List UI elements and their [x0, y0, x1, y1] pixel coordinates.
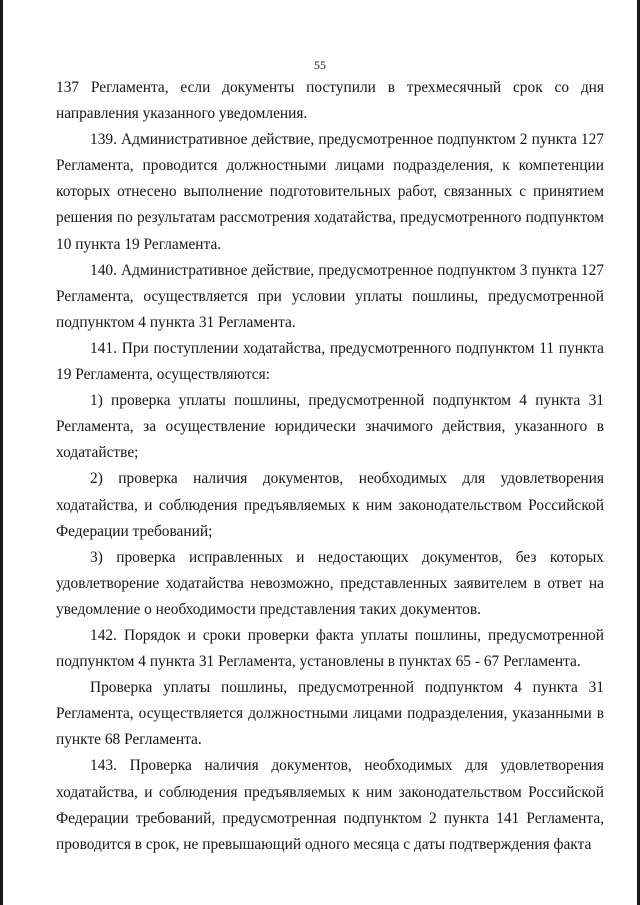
- page-number: 55: [314, 58, 326, 72]
- paragraph-142-continuation: Проверка уплаты пошлины, предусмотренной подпунктом 4 пункта 31 Регламента, осуществляется должностными лицами подразделения, указанными в пункте 68 Регламента.: [56, 679, 604, 749]
- paragraph-continuation-137: 137 Регламента, если документы поступили в трехмесячный срок со дня направления указанного уведомления.: [56, 79, 604, 123]
- paragraph-141: 141. При поступлении ходатайства, предусмотренного подпунктом 11 пункта 19 Регламента, осуществляются:: [56, 339, 604, 384]
- paragraph-139: 139. Административное действие, предусмотренное подпунктом 2 пункта 127 Регламента, проводится должностными лицами подразделения, к компетенции которых отнесено выполнение подготовительных работ, связанных с принятием решения по результатам рассмотрения ходатайства, предусмотренного подпунктом 10 пункта 19 Регламента.: [56, 131, 604, 253]
- scan-edge-left: [0, 0, 3, 905]
- paragraph-142: 142. Порядок и сроки проверки факта уплаты пошлины, предусмотренной подпунктом 4 пункта 31 Регламента, установлены в пунктах 65 - 67 Регламента.: [56, 626, 604, 671]
- list-item-141-3: 3) проверка исправленных и недостающих документов, без которых удовлетворение ходатайства невозможно, представленных заявителем в ответ на уведомление о необходимости представления таких документов.: [56, 548, 604, 618]
- paragraph-140: 140. Административное действие, предусмотренное подпунктом 3 пункта 127 Регламента, осуществляется при условии уплаты пошлины, предусмотренной подпунктом 4 пункта 31 Регламента.: [56, 261, 604, 331]
- list-item-141-2: 2) проверка наличия документов, необходимых для удовлетворения ходатайства, и соблюдения предъявляемых к ним законодательством Российской Федерации требований;: [56, 470, 604, 540]
- list-item-141-1: 1) проверка уплаты пошлины, предусмотренной подпунктом 4 пункта 31 Регламента, за осуществление юридически значимого действия, указанного в ходатайстве;: [56, 392, 604, 462]
- document-body: [56, 75, 604, 858]
- paragraph-143: 143. Проверка наличия документов, необходимых для удовлетворения ходатайства, и соблюдения предъявляемых к ним законодательством Российской Федерации требований, предусмотренная подпунктом 2 пункта 141 Регламента, проводится в срок, не превышающий одного месяца с даты подтверждения факта: [56, 757, 604, 853]
